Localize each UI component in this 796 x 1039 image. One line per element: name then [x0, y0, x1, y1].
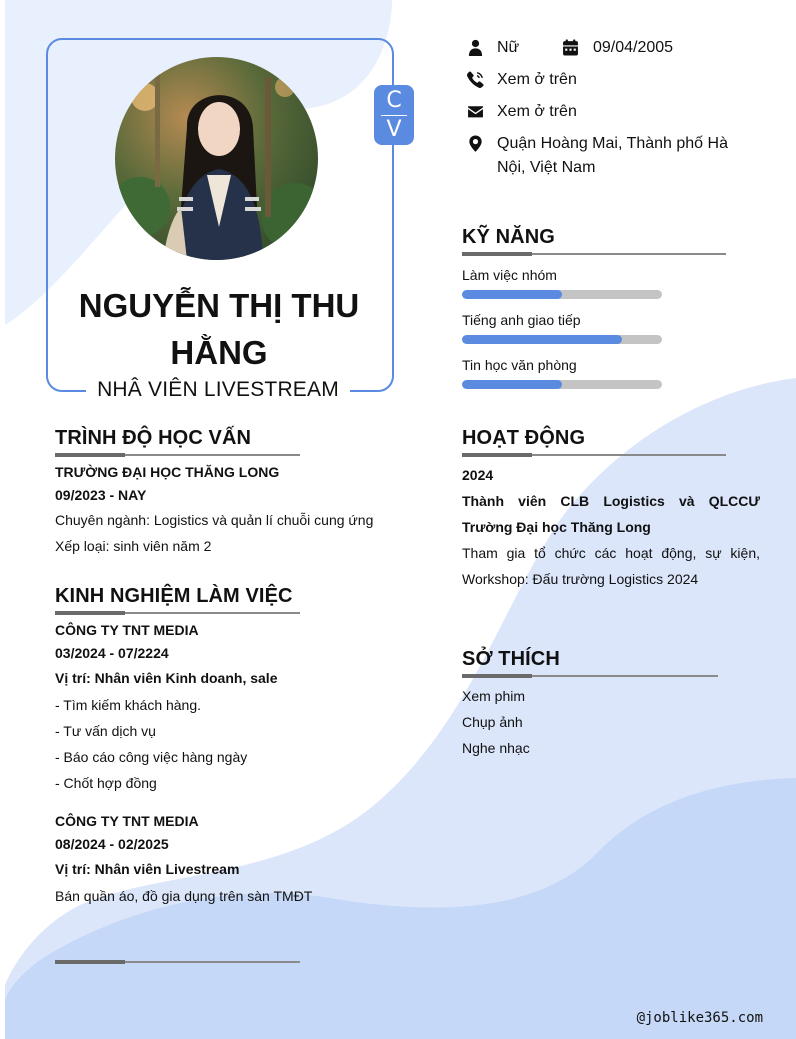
skill-bar-fill	[462, 290, 562, 299]
mail-icon	[466, 102, 484, 120]
education-school: TRƯỜNG ĐẠI HỌC THĂNG LONG	[55, 464, 280, 480]
activities-section	[462, 462, 760, 592]
hobby-item: Nghe nhạc	[462, 740, 530, 756]
avatar-photo	[115, 57, 318, 260]
job-position: Vị trí: Nhân viên Kinh doanh, sale	[55, 670, 278, 686]
contact-gender: Nữ	[497, 39, 520, 56]
contact-email: Xem ở trên	[497, 103, 577, 120]
education-heading-rule	[55, 454, 300, 457]
job-position: Vị trí: Nhân viên Livestream	[55, 861, 240, 877]
hobbies-heading: SỞ THÍCH	[462, 648, 560, 670]
skill-label: Làm việc nhóm	[462, 267, 557, 283]
education-section	[55, 461, 435, 559]
experience-job	[55, 810, 435, 909]
cv-badge-top: C	[386, 87, 402, 113]
education-period: 09/2023 - NAY	[55, 487, 147, 503]
skill-item	[462, 355, 722, 400]
job-detail: - Tư vấn dịch vụ	[55, 723, 156, 739]
experience-job	[55, 619, 435, 796]
contact-birthday: 09/04/2005	[593, 39, 674, 56]
contact-address: Quận Hoàng Mai, Thành phố Hà Nội, Việt Nam	[497, 135, 728, 176]
contact-phone: Xem ở trên	[497, 71, 577, 88]
skill-bar-fill	[462, 335, 622, 344]
skill-bar	[462, 290, 662, 299]
job-period: 03/2024 - 07/2224	[55, 645, 169, 661]
skills-heading: KỸ NĂNG	[462, 226, 555, 248]
education-major: Chuyên ngành: Logistics và quản lí chuỗi cung ứng	[55, 512, 374, 528]
skill-bar	[462, 335, 662, 344]
skill-item	[462, 310, 722, 355]
skill-label: Tiếng anh giao tiếp	[462, 312, 581, 328]
skills-list	[462, 265, 722, 400]
activity-description: Tham gia tổ chức các hoạt động, sự kiện, Workshop: Đấu trường Logistics 2024	[462, 545, 760, 587]
footer-handle: @joblike365.com	[636, 1010, 763, 1026]
experience-heading: KINH NGHIỆM LÀM VIỆC	[55, 585, 293, 607]
activity-role: Thành viên CLB Logistics và QLCCƯ Trường Đại học Thăng Long	[462, 493, 760, 535]
education-heading: TRÌNH ĐỘ HỌC VẤN	[55, 427, 252, 449]
job-detail: Bán quần áo, đồ gia dụng trên sàn TMĐT	[55, 888, 313, 904]
cv-badge	[374, 85, 414, 145]
experience-heading-rule	[55, 612, 300, 615]
job-period: 08/2024 - 02/2025	[55, 836, 169, 852]
activities-heading-rule	[462, 454, 726, 457]
bottom-divider	[55, 961, 300, 964]
job-detail: - Báo cáo công việc hàng ngày	[55, 749, 248, 765]
skills-heading-rule	[462, 253, 726, 256]
phone-icon	[466, 70, 484, 88]
location-pin-icon	[466, 134, 484, 152]
activity-year: 2024	[462, 467, 494, 483]
hobbies-heading-rule	[462, 675, 718, 678]
page-left-edge	[0, 0, 5, 1039]
calendar-icon	[561, 38, 579, 56]
skill-bar-fill	[462, 380, 562, 389]
skill-item	[462, 265, 722, 310]
cv-badge-bottom: V	[386, 116, 402, 142]
cv-badge-divider	[381, 115, 407, 116]
hobby-item: Xem phim	[462, 688, 526, 704]
avatar	[115, 57, 318, 260]
job-detail: - Chốt hợp đồng	[55, 775, 157, 791]
education-rank: Xếp loại: sinh viên năm 2	[55, 538, 212, 554]
skill-label: Tin học văn phòng	[462, 357, 577, 373]
person-icon	[466, 38, 484, 56]
candidate-title: NHÂ VIÊN LIVESTREAM	[97, 378, 339, 401]
activities-heading: HOẠT ĐỘNG	[462, 427, 586, 449]
hobby-item: Chụp ảnh	[462, 714, 523, 730]
job-company: CÔNG TY TNT MEDIA	[55, 622, 199, 638]
candidate-name: NGUYỄN THỊ THU HẰNG	[78, 287, 360, 371]
job-detail: - Tìm kiếm khách hàng.	[55, 697, 202, 713]
job-company: CÔNG TY TNT MEDIA	[55, 813, 199, 829]
skill-bar	[462, 380, 662, 389]
hobbies-list	[462, 683, 722, 761]
